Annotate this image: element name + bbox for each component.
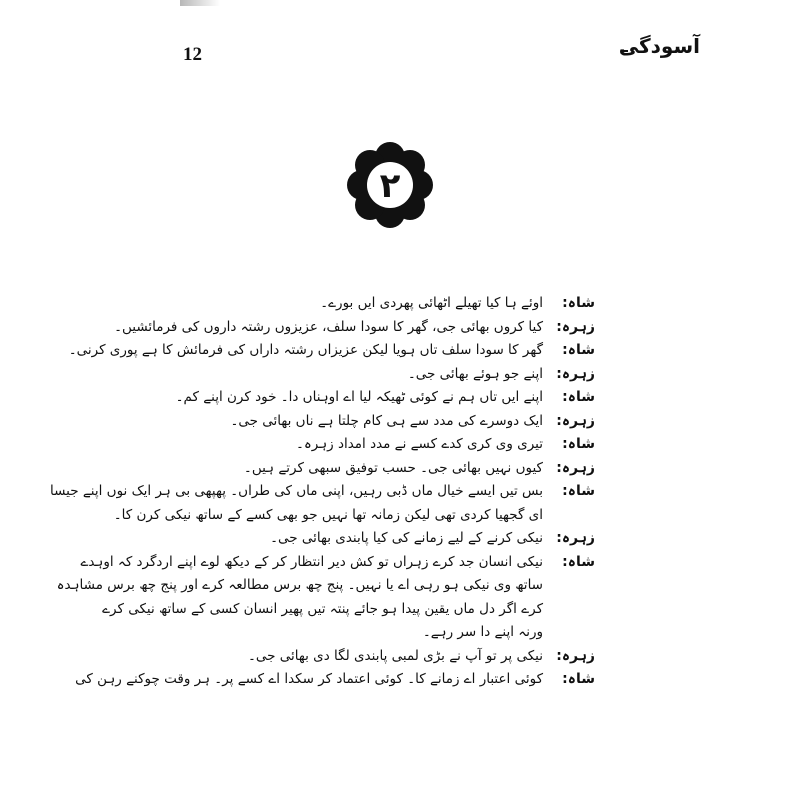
flower-icon (340, 135, 440, 235)
dialogue-entry (68, 339, 595, 363)
speaker-label: شاہ: (562, 295, 595, 311)
dialogue-line: کرے اگر دل ماں یقین پیدا ہو جائے پنتہ تیں پھیر انسان کسی کے ساتھ نیکی کرے (102, 600, 543, 617)
speaker-label: شاہ: (562, 389, 595, 405)
speaker-label: شاہ: (562, 553, 595, 570)
dialogue-line: تیری وی کری کدے کسے نے مدد امداد زہرہ۔ (295, 436, 543, 452)
dialogue-line: ایک دوسرے کی مدد سے ہی کام چلتا ہے ناں بھائی جی۔ (230, 412, 543, 429)
dialogue-line: نیکی انسان جد کرے زہراں تو کش دیر انتظار کر کے دیکھ لوے اپنے اردگرد کہ اوہدے (80, 553, 543, 570)
dialogue-entry (195, 433, 595, 457)
dialogue-line: کیا کروں بھائی جی، گھر کا سودا سلف، عزیزوں رشتہ داروں کی فرمائشیں۔ (114, 318, 543, 335)
speaker-label: زہرہ: (556, 459, 595, 476)
dialogue-entry (195, 457, 595, 481)
speaker-label: شاہ: (562, 436, 595, 452)
dialogue-entry (75, 668, 595, 692)
running-title: آسودگی (618, 34, 700, 58)
dialogue-entry (56, 551, 595, 645)
speaker-label: زہرہ: (556, 365, 595, 382)
dialogue-line: اوئے ہا کیا تھیلے اٹھائی پھردی ایں بورے۔ (320, 295, 543, 311)
dialogue-line: نیکی پر تو آپ نے بڑی لمبی پابندی لگا دی بھائی جی۔ (247, 647, 543, 664)
dialogue-line: ورنہ اپنے دا سر رہے۔ (422, 624, 543, 640)
dialogue-entry (114, 316, 595, 340)
dialogue-entry (50, 480, 595, 527)
dialogue-entry (195, 645, 595, 669)
chapter-number: ۲ (379, 166, 401, 206)
dialogue-line: نیکی کرنے کے لیے زمانے کی کیا پابندی بھائی جی۔ (270, 530, 543, 546)
dialogue-entry (195, 527, 595, 551)
speaker-label: زہرہ: (556, 412, 595, 429)
speaker-label: شاہ: (562, 671, 595, 687)
dialogue-line: ای گجھیا کردی تھی لیکن زمانہ تھا نہیں جو بھی کسے کے ساتھ نیکی کرن کا۔ (113, 506, 543, 523)
speaker-label: شاہ: (562, 483, 595, 499)
dialogue-entry (195, 410, 595, 434)
dialogue-line: کوئی اعتبار اے زمانے کا۔ کوئی اعتماد کر سکدا اے کسے پر۔ ہر وقت چوکنے رہن کی (75, 671, 543, 687)
dialogue-line: کیوں نہیں بھائی جی۔ حسب توفیق سبھی کرتے ہیں۔ (243, 459, 543, 476)
dialogue-entry (195, 292, 595, 316)
dialogue-text (50, 292, 595, 692)
speaker-label: زہرہ: (556, 318, 595, 335)
dialogue-entry (175, 386, 595, 410)
chapter-emblem (340, 135, 440, 235)
dialogue-line: بس تیں ایسے خیال ماں ڈبی رہیں، اپنی ماں کی طراں۔ پھپھی بی ہر ایک نوں اپنے جیسا (50, 483, 543, 499)
dialogue-line: ساتھ وی نیکی ہو رہی اے یا نہیں۔ پنج چھ برس مطالعہ کرے اور پنج چھ برس مشاہدہ (56, 577, 543, 593)
speaker-label: شاہ: (562, 342, 595, 358)
dialogue-line: اپنے ایں تاں ہم نے کوئی ٹھیکہ لیا اے اوہناں دا۔ خود کرن اپنے کم۔ (175, 389, 543, 405)
dialogue-line: گھر کا سودا سلف تاں ہویا لیکن عزیزاں رشتہ داراں کی فرمائش کا ہے پوری کرنی۔ (68, 342, 543, 358)
speaker-label: زہرہ: (556, 647, 595, 664)
page-number: 12 (183, 44, 202, 65)
dialogue-line: اپنے جو ہوئے بھائی جی۔ (407, 365, 543, 382)
speaker-label: زہرہ: (556, 530, 595, 546)
dialogue-entry (195, 363, 595, 387)
scan-edge-smudge (180, 0, 220, 6)
